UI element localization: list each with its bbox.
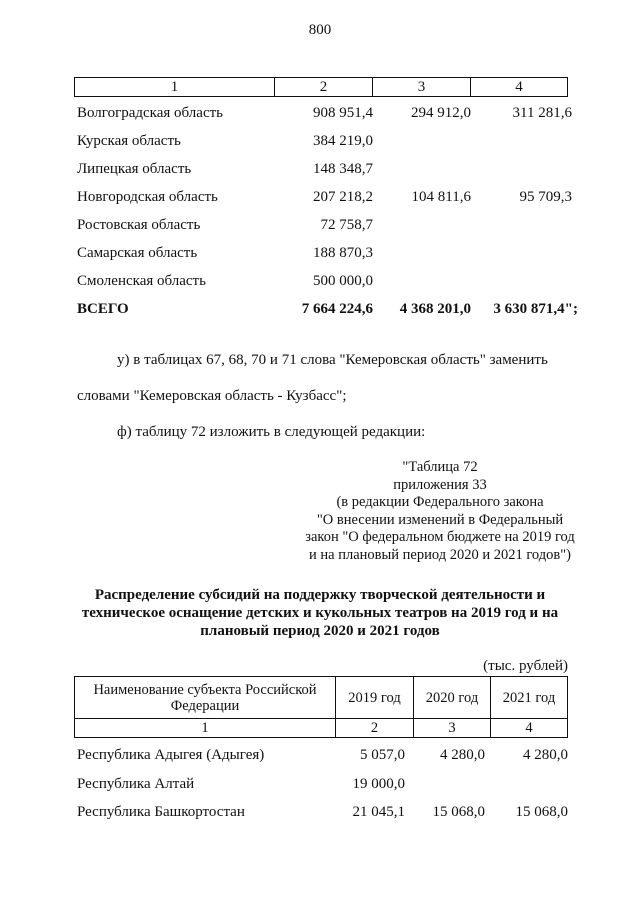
region-name: Республика Башкортостан xyxy=(77,804,245,820)
value-col2: 908 951,4 xyxy=(313,105,373,121)
title-line: плановый период 2020 и 2021 годов xyxy=(200,623,440,639)
column-number-3: 3 xyxy=(414,719,491,737)
table-title xyxy=(70,586,570,640)
region-name: Республика Алтай xyxy=(77,776,195,792)
table-row xyxy=(77,189,572,209)
note-line: "Таблица 72 xyxy=(402,459,478,475)
table-note xyxy=(290,459,590,564)
region-name: Новгородская область xyxy=(77,189,218,205)
total-col2: 7 664 224,6 xyxy=(301,301,373,317)
page-number: 800 xyxy=(308,22,332,38)
unit-label: (тыс. рублей) xyxy=(483,658,568,674)
title-line: техническое оснащение детских и кукольных театров на 2019 год и на xyxy=(81,605,559,621)
total-col4: 3 630 871,4"; xyxy=(493,301,578,317)
column-number-2: 2 xyxy=(336,719,414,737)
header-2019: 2019 год xyxy=(336,677,414,718)
note-line: и на плановый период 2020 и 2021 годов") xyxy=(309,546,571,563)
region-name: Липецкая область xyxy=(77,161,192,177)
value-2019: 19 000,0 xyxy=(352,776,405,792)
top-table-header xyxy=(74,77,568,97)
total-col3: 4 368 201,0 xyxy=(399,301,471,317)
column-number-4: 4 xyxy=(525,720,533,736)
table-row xyxy=(77,217,572,237)
value-2020: 15 068,0 xyxy=(432,804,485,820)
value-col2: 188 870,3 xyxy=(313,245,373,261)
header-2020: 2020 год xyxy=(414,677,491,718)
table-row xyxy=(77,747,568,767)
value-col4: 95 709,3 xyxy=(519,189,572,205)
value-col2: 500 000,0 xyxy=(313,273,373,289)
value-col2: 148 348,7 xyxy=(313,161,373,177)
header-2021: 2021 год xyxy=(502,689,556,706)
column-number-3: 3 xyxy=(373,78,471,96)
region-name: Курская область xyxy=(77,133,181,149)
value-2021: 15 068,0 xyxy=(515,804,568,820)
table-row xyxy=(77,804,568,824)
value-2021: 4 280,0 xyxy=(523,747,568,763)
note-line: закон "О федеральном бюджете на 2019 год xyxy=(305,529,575,545)
region-name: Ростовская область xyxy=(77,217,201,233)
value-col3: 104 811,6 xyxy=(411,189,471,205)
value-2020: 4 280,0 xyxy=(440,747,485,763)
note-line: приложения 33 xyxy=(393,476,487,493)
amendment-paragraph-u-line1: у) в таблицах 67, 68, 70 и 71 слова "Кемеровская область" заменить xyxy=(117,352,548,368)
value-col2: 384 219,0 xyxy=(313,133,373,149)
header-region-name: Наименование субъекта Российской Федерации xyxy=(75,677,336,718)
region-name: Республика Адыгея (Адыгея) xyxy=(77,747,265,763)
table-row xyxy=(77,273,572,293)
column-number-1: 1 xyxy=(75,78,275,96)
value-col3: 294 912,0 xyxy=(411,105,471,121)
table-row xyxy=(77,245,572,265)
total-row xyxy=(77,301,578,321)
table-row xyxy=(77,133,572,153)
value-2019: 21 045,1 xyxy=(352,804,405,820)
table-row xyxy=(77,161,572,181)
table-row xyxy=(77,105,572,125)
column-number-2: 2 xyxy=(275,78,373,96)
value-2019: 5 057,0 xyxy=(360,747,405,763)
value-col2: 72 758,7 xyxy=(320,217,373,233)
value-col2: 207 218,2 xyxy=(313,189,373,205)
column-number-1: 1 xyxy=(75,719,336,737)
value-col4: 311 281,6 xyxy=(512,105,572,121)
note-line: "О внесении изменений в Федеральный xyxy=(316,511,564,528)
amendment-paragraph-f: ф) таблицу 72 изложить в следующей редакции: xyxy=(117,424,426,440)
region-name: Волгоградская область xyxy=(77,105,223,121)
note-line: (в редакции Федерального закона xyxy=(336,494,544,510)
column-number-4: 4 xyxy=(515,79,523,95)
amendment-paragraph-u-line2: словами "Кемеровская область - Кузбасс"; xyxy=(77,388,347,404)
title-line: Распределение субсидий на поддержку творческой деятельности и xyxy=(94,587,546,603)
region-name: Смоленская область xyxy=(77,273,206,289)
bottom-table-header xyxy=(74,676,568,738)
total-label: ВСЕГО xyxy=(77,301,129,317)
table-row xyxy=(77,776,568,796)
region-name: Самарская область xyxy=(77,245,198,261)
